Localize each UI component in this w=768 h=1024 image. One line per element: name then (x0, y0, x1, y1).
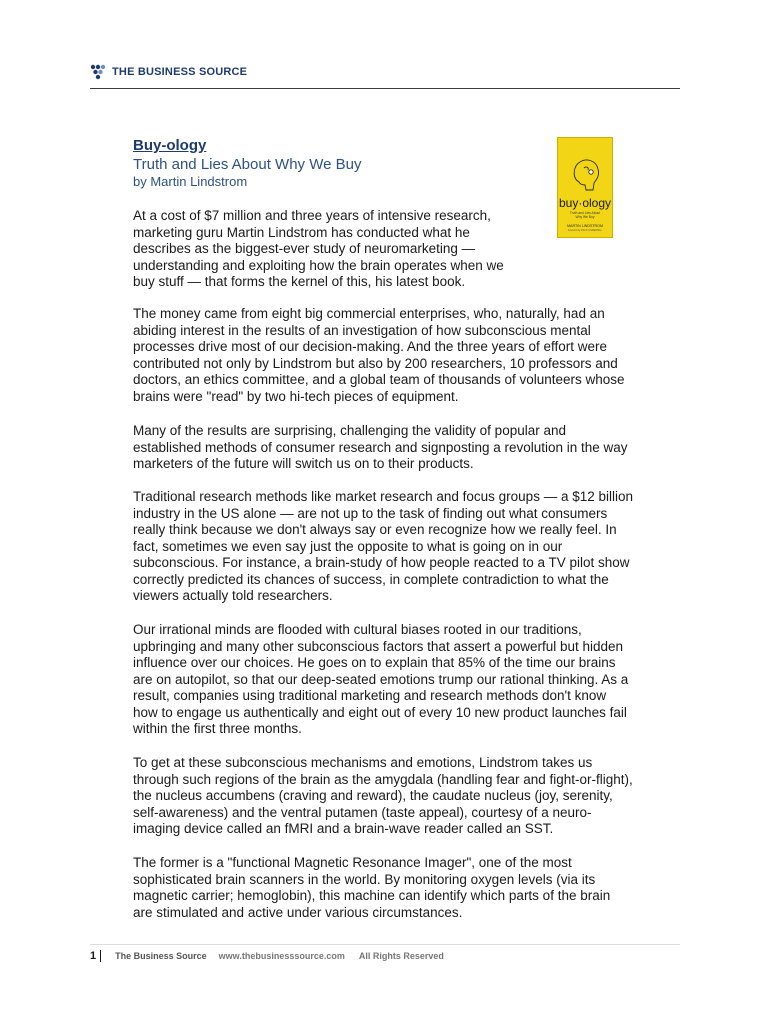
book-cover-image (557, 137, 613, 238)
book-subtitle: Truth and Lies About Why We Buy (133, 156, 362, 173)
page-footer (90, 944, 680, 965)
book-author: by Martin Lindstrom (133, 174, 248, 189)
book-heading (133, 137, 533, 190)
paragraph-7: The former is a "functional Magnetic Resonance Imager", one of the most sophisticated brain scanners in the world. By monitoring oxygen levels (via its magnetic carrier; hemoglobin), this machine can identify which parts of the brain are stimulated and active under various circumstances. (133, 855, 611, 920)
paragraph-5: Our irrational minds are flooded with cultural biases rooted in our traditions, upbringing and many other subconscious factors that assert a powerful but hidden influence over our choices. He goes on to explain that 85% of the time our brains are on autopilot, so that our deep-seated emotions trump our rational thinking. As a result, companies using traditional marketing and research methods don't know how to engage us authentically and eight out of every 10 new product launches fail within the first three months. (133, 622, 629, 736)
page-header (90, 62, 680, 89)
paragraph-4: Traditional research methods like market research and focus groups — a $12 billion industry in the US alone — are not up to the task of finding out what consumers really think because we don't always say or even recognize how we really feel. In fact, sometimes we even say just the opposite to what is going on in our subconscious. For instance, a brain-study of how people reacted to a TV pilot show correctly predicted its chances of success, in complete contradiction to what the viewers actually told researchers. (133, 489, 634, 603)
footer-brand: The Business Source (115, 951, 207, 961)
paragraph-1: At a cost of $7 million and three years of intensive research, marketing guru Martin Lindstrom has conducted what he describes as the biggest-ever study of neuromarketing — understanding and exploiting how the brain operates when we buy stuff — that forms the kernel of this, his latest book. (133, 208, 504, 289)
page-number: 1 (90, 950, 97, 962)
cover-author: MARTIN LINDSTROM (567, 224, 603, 228)
footer-url-link[interactable]: www.thebusinesssource.com (218, 951, 345, 961)
footer-divider (100, 950, 101, 962)
brand-logo (90, 64, 247, 80)
book-cover-art (558, 138, 612, 237)
book-title-link[interactable]: Buy-ology (133, 137, 207, 154)
brand-name: THE BUSINESS SOURCE (112, 66, 248, 78)
paragraph-6: To get at these subconscious mechanisms and emotions, Lindstrom takes us through such regions of the brain as the amygdala (handling fear and fight-or-flight), the nucleus accumbens (craving and reward), the caudate nucleus (joy, serenity, self-awareness) and the ventral putamen (taste appeal), courtesy of a neuro-imaging device called an fMRI and a brain-wave reader called an SST. (133, 755, 633, 836)
paragraph-3: Many of the results are surprising, challenging the validity of popular and established methods of consumer research and signposting a revolution in the way marketers of the future will switch us on to their products. (133, 423, 628, 471)
cover-title: buy·ology (558, 196, 612, 210)
footer-rights: All Rights Reserved (358, 951, 444, 961)
cover-subtitle-line2: Why We Buy (575, 215, 595, 219)
logo-dots-icon (90, 64, 108, 80)
cover-subtitle-line1: Truth and Lies About (569, 211, 601, 215)
cover-foreword: foreword by PACO UNDERHILL (568, 229, 602, 232)
paragraph-2: The money came from eight big commercial enterprises, who, naturally, had an abiding interest in the results of an investigation of how subconscious mental processes drive most of our decision-making. And the three years of effort were contributed not only by Lindstrom but also by 200 researchers, 10 professors and doctors, an ethics committee, and a global team of thousands of volunteers whose brains were "read" by two hi-tech pieces of equipment. (133, 306, 625, 404)
